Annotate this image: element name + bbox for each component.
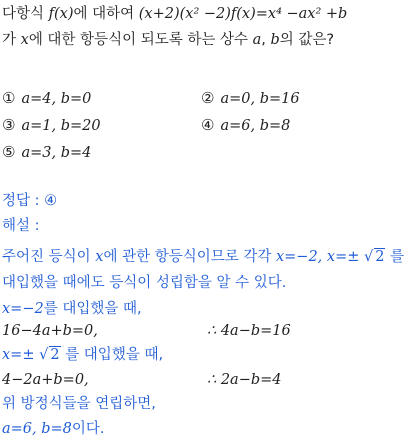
solution-line-6	[2, 370, 398, 390]
math-expr: a=6, b=8	[2, 421, 72, 437]
choice-text: a=6, b=8	[220, 118, 291, 134]
equation-left: 16−4a+b=0,	[2, 323, 98, 339]
equation-result: ∴ 2a−b=4	[207, 372, 282, 388]
radicand: 2	[375, 249, 385, 265]
math-values: x=−2, x=±	[275, 249, 364, 265]
solution-text: 에 관한 항등식이므로 각각	[103, 249, 276, 265]
answer-label: 정답 : ④	[2, 193, 58, 209]
equation-left: 4−2a+b=0,	[2, 372, 89, 388]
solution-line-3	[2, 299, 142, 319]
radicand: 2	[50, 347, 60, 363]
comma: ,	[261, 32, 271, 48]
choice-3[interactable]	[2, 115, 101, 136]
solution-line-4	[2, 321, 398, 341]
math-expr: x=±	[2, 347, 40, 363]
choice-text: a=0, b=16	[220, 91, 300, 107]
solution-line-8	[2, 419, 105, 439]
solution-line-2: 대입했을 때에도 등식이 성립함을 알 수 있다.	[2, 275, 287, 291]
choice-number: ⑤	[2, 143, 16, 161]
choice-text: a=3, b=4	[21, 145, 92, 161]
math-x: x	[95, 249, 104, 265]
solution-text: 주어진 등식이	[2, 249, 96, 265]
question-text: 다항식	[2, 6, 49, 22]
math-x: x	[20, 32, 29, 48]
choice-text: a=1, b=20	[21, 118, 101, 134]
question-text: 의 값은?	[279, 32, 335, 48]
choice-2[interactable]	[201, 88, 300, 109]
question-line-1	[2, 4, 347, 24]
choice-4[interactable]	[201, 115, 290, 136]
question-text: 에 대하여	[73, 6, 139, 22]
question-text: 에 대한 항등식이 되도록 하는 상수	[28, 32, 253, 48]
sqrt-icon: √	[363, 249, 374, 265]
choice-number: ②	[201, 89, 215, 107]
question-line-2	[2, 30, 334, 50]
sqrt-icon: √	[39, 347, 49, 363]
solution-line-1	[2, 247, 404, 267]
choice-text: a=4, b=0	[21, 91, 92, 107]
math-fx: f(x)	[48, 6, 74, 22]
math-b: b	[270, 32, 280, 48]
choice-1[interactable]	[2, 88, 91, 109]
solution-text: 를 대입했을 때,	[65, 347, 164, 363]
solution-line-5	[2, 345, 163, 365]
question-text: 가	[2, 32, 21, 48]
solution-text: 를 대입했을 때,	[43, 301, 142, 317]
explanation-label: 해설 :	[2, 218, 40, 234]
math-equation: (x+2)(x² −2)f(x)=x⁴ −ax² +b	[138, 6, 348, 22]
choice-number: ④	[201, 116, 215, 134]
equation-result: ∴ 4a−b=16	[207, 323, 291, 339]
choice-number: ①	[2, 89, 16, 107]
solution-line-7: 위 방정식들을 연립하면,	[2, 396, 156, 412]
solution-text: 를	[390, 249, 404, 265]
choice-number: ③	[2, 116, 16, 134]
math-expr: x=−2	[2, 301, 44, 317]
math-a: a	[252, 32, 262, 48]
solution-text: 이다.	[71, 421, 105, 437]
choice-5[interactable]	[2, 142, 91, 163]
